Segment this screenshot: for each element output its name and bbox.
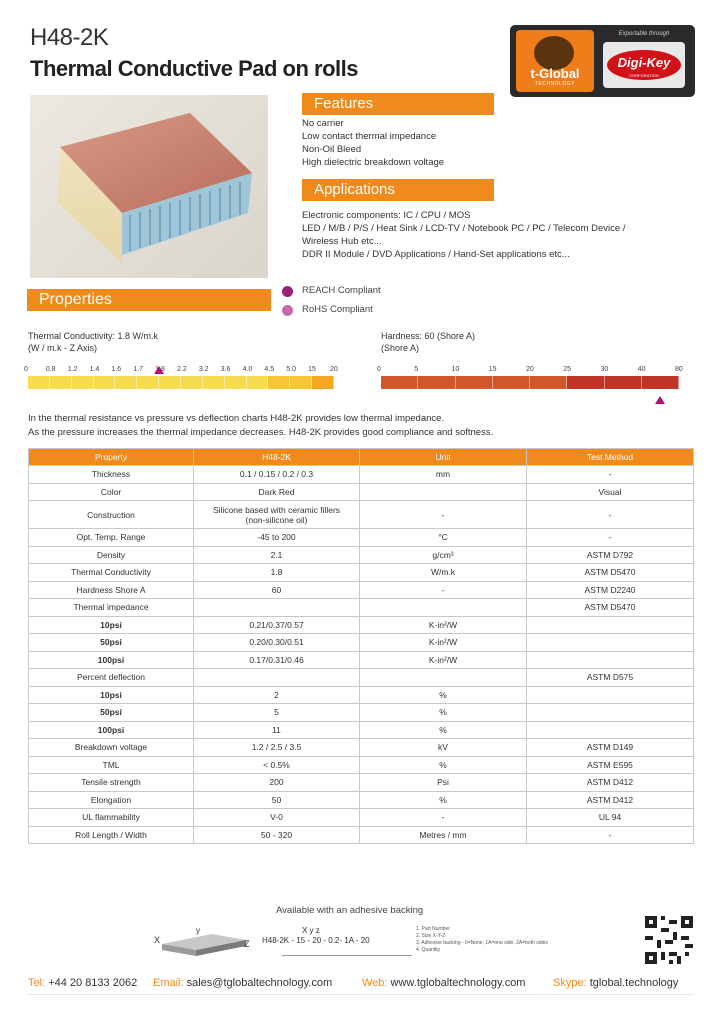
hardness-marker-icon xyxy=(655,396,665,404)
property-cell: Elongation xyxy=(29,791,194,809)
method-cell: ASTM D2240 xyxy=(527,581,694,599)
part-code-bracket xyxy=(282,946,412,956)
value-cell: Silicone based with ceramic fillers (non-silicone oil) xyxy=(194,501,360,529)
scale-tick-label: 0 xyxy=(24,366,28,373)
property-cell: Opt. Temp. Range xyxy=(29,529,194,547)
unit-cell: K-in²/W xyxy=(360,634,527,652)
scale-segment xyxy=(530,376,567,389)
scale-segment xyxy=(456,376,493,389)
scale-segment xyxy=(181,376,203,389)
unit-cell: % xyxy=(360,704,527,722)
value-cell: 50 xyxy=(194,791,360,809)
unit-cell: % xyxy=(360,756,527,774)
property-cell: Color xyxy=(29,483,194,501)
table-row xyxy=(29,704,694,722)
unit-cell: % xyxy=(360,791,527,809)
table-row xyxy=(29,466,694,484)
value-cell: 0.17/0.31/0.46 xyxy=(194,651,360,669)
scale-segment xyxy=(72,376,94,389)
scale-tick-label: 4.5 xyxy=(264,366,275,373)
list-item: No carrier xyxy=(302,118,344,129)
scale-tick-label: 1.4 xyxy=(89,366,100,373)
method-cell: ASTM D5470 xyxy=(527,564,694,582)
part-code: H48-2K - 15 - 20 - 0.2- 1A - 20 xyxy=(262,936,370,945)
reach-dot-icon xyxy=(282,286,293,297)
property-cell: 50psi xyxy=(29,634,194,652)
method-cell: UL 94 xyxy=(527,809,694,827)
property-cell: Thermal impedance xyxy=(29,599,194,617)
method-cell: ASTM E595 xyxy=(527,756,694,774)
unit-cell: Metres / mm xyxy=(360,826,527,844)
properties-table xyxy=(28,448,694,844)
property-cell: Tensile strength xyxy=(29,774,194,792)
list-item: LED / M/B / P/S / Heat Sink / LCD-TV / Notebook PC / PC / Telecom Device / xyxy=(302,223,626,234)
scale-segment xyxy=(28,376,50,389)
table-row xyxy=(29,599,694,617)
unit-cell: W/m.k xyxy=(360,564,527,582)
property-cell: Roll Length / Width xyxy=(29,826,194,844)
list-item: Electronic components: IC / CPU / MOS xyxy=(302,210,471,221)
list-item: Non-Oil Bleed xyxy=(302,144,362,155)
method-cell: - xyxy=(527,826,694,844)
page-title: Thermal Conductive Pad on rolls xyxy=(30,56,359,81)
distributor-heading: Exportable through xyxy=(618,31,670,37)
value-cell: Dark Red xyxy=(194,483,360,501)
list-item: DDR II Module / DVD Applications / Hand-Set applications etc... xyxy=(302,249,570,260)
unit-cell: - xyxy=(360,809,527,827)
scale-segment xyxy=(115,376,137,389)
email-label: Email: xyxy=(153,977,184,989)
value-cell: 200 xyxy=(194,774,360,792)
adhesive-title: Available with an adhesive backing xyxy=(276,905,424,916)
method-cell: - xyxy=(527,466,694,484)
property-cell: 50psi xyxy=(29,704,194,722)
scale-tick-label: 2.2 xyxy=(177,366,187,373)
unit-cell: kV xyxy=(360,739,527,757)
tglobal-logo-sub: TECHNOLOGY xyxy=(534,81,575,87)
footer-divider xyxy=(28,994,694,995)
table-body xyxy=(29,466,694,844)
tel-label: Tel: xyxy=(28,977,46,989)
digikey-logo-sub: CORPORATION xyxy=(629,73,659,78)
method-cell xyxy=(527,651,694,669)
product-code: H48-2K xyxy=(30,24,109,51)
table-row xyxy=(29,721,694,739)
unit-cell: Psi xyxy=(360,774,527,792)
method-cell: - xyxy=(527,529,694,547)
property-cell: UL flammability xyxy=(29,809,194,827)
conductivity-scale-title: Thermal Conductivity: 1.8 W/m.k (W / m.k - Z Axis) xyxy=(28,331,159,353)
value-cell: V-0 xyxy=(194,809,360,827)
scale-segment xyxy=(247,376,269,389)
unit-cell: K-in²/W xyxy=(360,616,527,634)
value-cell: 2.1 xyxy=(194,546,360,564)
column-header: Property xyxy=(29,449,194,466)
scale-tick-label: 5.0 xyxy=(286,366,297,373)
intro-text: In the thermal resistance vs pressure vs deflection charts H48-2K provides low thermal impedance. As the pressure increases the thermal impedance decreases. H48-2K provides good compliance and softness. xyxy=(28,413,494,438)
column-header: H48-2K xyxy=(194,449,360,466)
scale-segment xyxy=(290,376,312,389)
scale-tick-label: 1.2 xyxy=(67,366,78,373)
value-cell: 60 xyxy=(194,581,360,599)
qr-code-icon xyxy=(645,916,693,969)
value-cell: 0.21/0.37/0.57 xyxy=(194,616,360,634)
list-item: Low contact thermal impedance xyxy=(302,131,437,142)
unit-cell: % xyxy=(360,721,527,739)
value-cell: 2 xyxy=(194,686,360,704)
table-row xyxy=(29,581,694,599)
unit-cell: - xyxy=(360,581,527,599)
scale-segment xyxy=(418,376,455,389)
table-row xyxy=(29,546,694,564)
property-cell: 10psi xyxy=(29,686,194,704)
email-link[interactable]: sales@tglobaltechnology.com xyxy=(186,977,333,989)
part-code-legend: 1. Part Number 2. Size X-Y-Z 3. Adhesive backing - 0=None, 1A=one side, 2A=both sides 4. Quantity xyxy=(416,926,548,953)
axis-y-label: y xyxy=(196,926,200,935)
table-row xyxy=(29,483,694,501)
table-row xyxy=(29,529,694,547)
footer-skype xyxy=(553,977,678,989)
applications-heading: Applications xyxy=(302,179,494,201)
unit-cell xyxy=(360,669,527,687)
table-row xyxy=(29,669,694,687)
scale-tick-label: 15 xyxy=(308,366,316,373)
scale-tick-label: 4.0 xyxy=(242,366,253,373)
table-row xyxy=(29,826,694,844)
column-header: Unit xyxy=(360,449,527,466)
method-cell: Visual xyxy=(527,483,694,501)
scale-tick-label: 80 xyxy=(675,366,683,373)
web-link[interactable]: www.tglobaltechnology.com xyxy=(390,977,526,989)
unit-cell: mm xyxy=(360,466,527,484)
method-cell: ASTM D412 xyxy=(527,791,694,809)
scale-segment xyxy=(567,376,604,389)
rohs-label: RoHS Compliant xyxy=(302,304,373,315)
axis-z-label: Z xyxy=(244,939,250,949)
property-cell: Density xyxy=(29,546,194,564)
conductivity-marker-icon xyxy=(154,366,164,374)
unit-cell: g/cm³ xyxy=(360,546,527,564)
property-cell: Breakdown voltage xyxy=(29,739,194,757)
method-cell: ASTM D575 xyxy=(527,669,694,687)
table-row xyxy=(29,564,694,582)
scale-tick-label: 1.7 xyxy=(133,366,144,373)
scale-segment xyxy=(50,376,72,389)
table-header-row xyxy=(29,449,694,466)
digikey-logo-name: Digi-Key xyxy=(617,55,671,70)
properties-heading: Properties xyxy=(27,289,271,311)
value-cell: < 0.5% xyxy=(194,756,360,774)
hardness-scale-bar xyxy=(381,376,679,389)
method-cell xyxy=(527,704,694,722)
table-row xyxy=(29,686,694,704)
property-cell: Hardness Shore A xyxy=(29,581,194,599)
features-heading: Features xyxy=(302,93,494,115)
method-cell xyxy=(527,721,694,739)
table-row xyxy=(29,651,694,669)
property-cell: 10psi xyxy=(29,616,194,634)
scale-segment xyxy=(493,376,530,389)
table-row xyxy=(29,791,694,809)
scale-tick-label: 30 xyxy=(600,366,609,373)
conductivity-scale-ticks xyxy=(24,366,338,376)
property-cell: Percent deflection xyxy=(29,669,194,687)
footer-web xyxy=(362,977,525,989)
tel-value[interactable]: +44 20 8133 2062 xyxy=(48,977,138,989)
scale-tick-label: 5 xyxy=(414,366,419,373)
property-cell: TML xyxy=(29,756,194,774)
scale-tick-label: 15 xyxy=(488,366,497,373)
footer-email xyxy=(153,977,332,989)
unit-cell xyxy=(360,599,527,617)
method-cell xyxy=(527,634,694,652)
unit-cell: - xyxy=(360,501,527,529)
value-cell: 1.2 / 2.5 / 3.5 xyxy=(194,739,360,757)
features-list xyxy=(302,117,444,169)
conductivity-scale-bar xyxy=(28,376,334,389)
scale-tick-label: 20 xyxy=(526,366,534,373)
scale-tick-label: 20 xyxy=(330,366,338,373)
skype-label: Skype: xyxy=(553,977,587,989)
list-item: High dielectric breakdown voltage xyxy=(302,157,445,168)
part-code-xyz: X y z xyxy=(302,926,320,935)
method-cell: ASTM D412 xyxy=(527,774,694,792)
property-cell: Thickness xyxy=(29,466,194,484)
value-cell xyxy=(194,669,360,687)
hardness-scale-ticks xyxy=(377,366,683,376)
rohs-dot-icon xyxy=(282,305,293,316)
hardness-scale-title: Hardness: 60 (Shore A) (Shore A) xyxy=(381,331,476,353)
value-cell: -45 to 200 xyxy=(194,529,360,547)
scale-segment xyxy=(642,376,679,389)
table-row xyxy=(29,616,694,634)
scale-tick-label: 10 xyxy=(451,366,460,373)
method-cell: ASTM D5470 xyxy=(527,599,694,617)
property-cell: 100psi xyxy=(29,721,194,739)
web-label: Web: xyxy=(362,977,388,989)
reach-label: REACH Compliant xyxy=(302,285,381,296)
unit-cell: % xyxy=(360,686,527,704)
value-cell: 11 xyxy=(194,721,360,739)
scale-segment xyxy=(268,376,290,389)
method-cell: ASTM D792 xyxy=(527,546,694,564)
scale-segment xyxy=(312,376,334,389)
column-header: Test Method xyxy=(527,449,694,466)
table-row xyxy=(29,809,694,827)
table-row xyxy=(29,774,694,792)
list-item: Wireless Hub etc... xyxy=(302,236,382,247)
tglobal-logo-name: t-Global xyxy=(530,66,580,81)
axis-x-label: X xyxy=(154,935,161,945)
table-row xyxy=(29,756,694,774)
value-cell: 0.20/0.30/0.51 xyxy=(194,634,360,652)
table-row xyxy=(29,501,694,529)
method-cell: - xyxy=(527,501,694,529)
unit-cell: K-in²/W xyxy=(360,651,527,669)
scale-segment xyxy=(605,376,642,389)
scale-segment xyxy=(159,376,181,389)
scale-segment xyxy=(137,376,159,389)
table-row xyxy=(29,739,694,757)
scale-tick-label: 3.2 xyxy=(198,366,209,373)
method-cell xyxy=(527,686,694,704)
scale-tick-label: 0.8 xyxy=(45,366,56,373)
scale-segment xyxy=(381,376,418,389)
method-cell: ASTM D149 xyxy=(527,739,694,757)
value-cell: 50 - 320 xyxy=(194,826,360,844)
scale-tick-label: 1.8 xyxy=(155,366,165,373)
value-cell: 5 xyxy=(194,704,360,722)
tglobal-logo-icon xyxy=(534,36,574,70)
method-cell xyxy=(527,616,694,634)
skype-value[interactable]: tglobal.technology xyxy=(589,977,679,989)
footer-tel xyxy=(28,977,137,989)
table-row xyxy=(29,634,694,652)
scale-tick-label: 25 xyxy=(563,366,572,373)
property-cell: Thermal Conductivity xyxy=(29,564,194,582)
scale-segment xyxy=(203,376,225,389)
unit-cell xyxy=(360,483,527,501)
property-cell: 100psi xyxy=(29,651,194,669)
scale-tick-label: 1.6 xyxy=(111,366,122,373)
value-cell: 1.8 xyxy=(194,564,360,582)
scale-tick-label: 3.6 xyxy=(220,366,231,373)
scale-segment xyxy=(225,376,247,389)
value-cell xyxy=(194,599,360,617)
scale-tick-label: 0 xyxy=(377,366,381,373)
property-cell: Construction xyxy=(29,501,194,529)
scale-segment xyxy=(94,376,116,389)
product-photo xyxy=(30,95,268,278)
applications-list xyxy=(302,209,712,261)
scale-tick-label: 40 xyxy=(637,366,646,373)
unit-cell: °C xyxy=(360,529,527,547)
value-cell: 0.1 / 0.15 / 0.2 / 0.3 xyxy=(194,466,360,484)
